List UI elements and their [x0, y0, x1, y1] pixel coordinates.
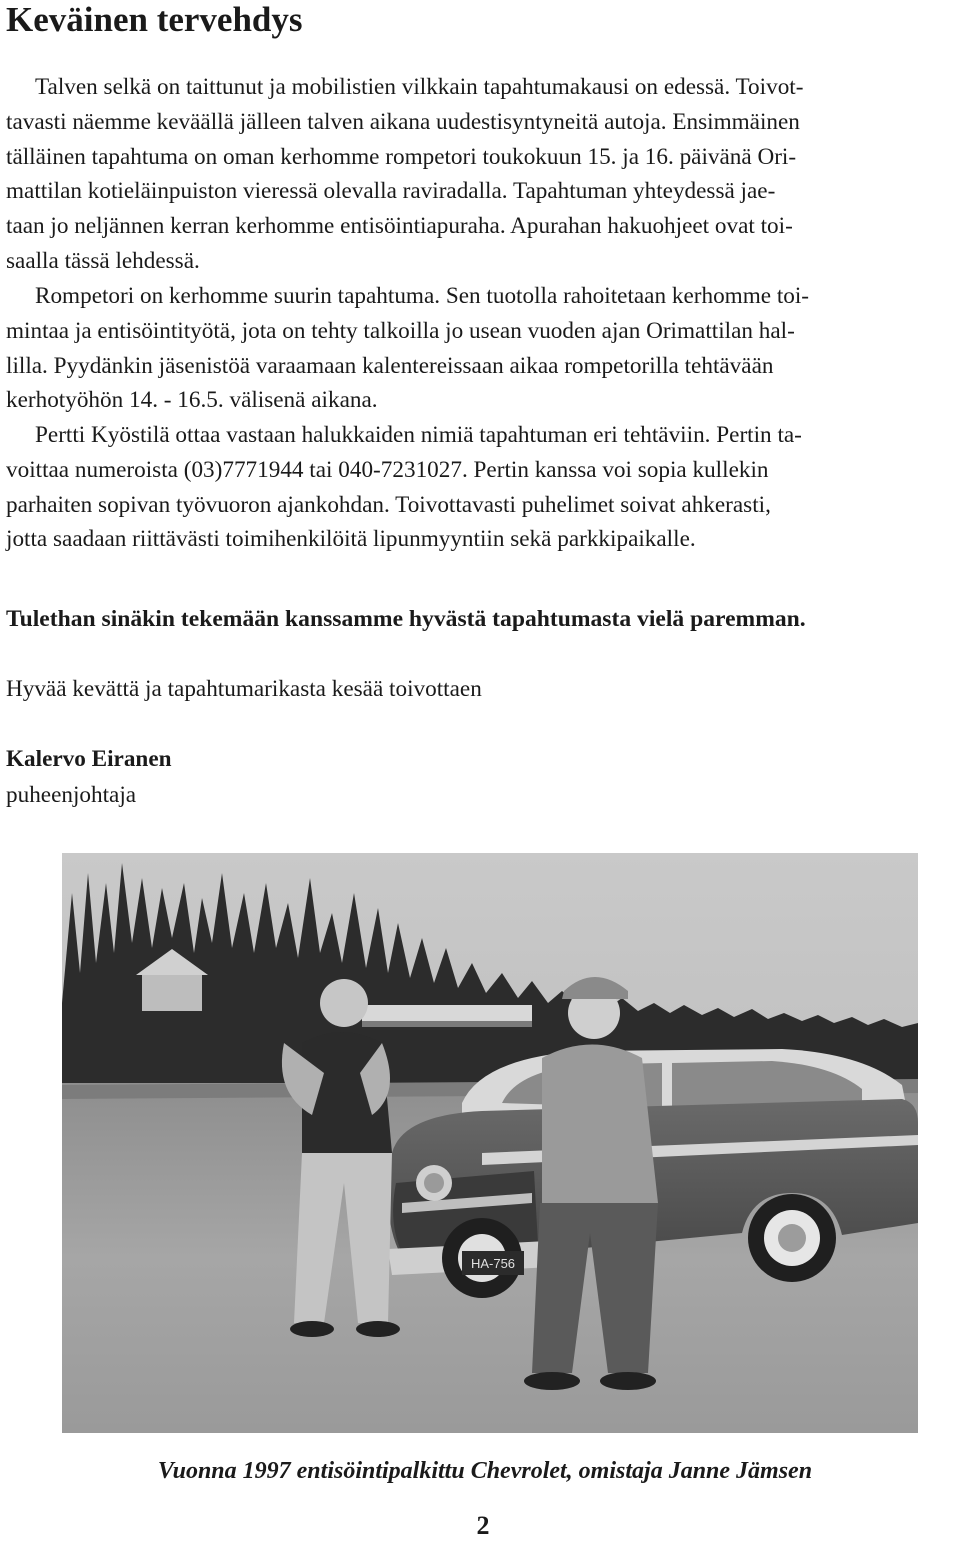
text-line: tavasti näemme keväällä jälleen talven aikana uudestisyntyneitä autoja. Ensimmäinen	[6, 108, 800, 135]
text-line: jotta saadaan riittävästi toimihenkilöitä lipunmyyntiin sekä parkkipaikalle.	[6, 526, 696, 553]
paragraph-intro	[6, 70, 956, 279]
text-line: parhaiten sopivan työvuoron ajankohdan. Toivottavasti puhelimet soivat ahkerasti,	[6, 491, 771, 518]
text-line: saalla tässä lehdessä.	[6, 247, 200, 274]
building	[362, 1021, 532, 1027]
chevrolet-photo	[62, 853, 918, 1433]
page-number: 2	[476, 1511, 490, 1540]
text-line: Pertti Kyöstilä ottaa vastaan halukkaiden nimiä tapahtuman eri tehtäviin. Pertin ta-	[35, 422, 802, 448]
text-line: mintaa ja entisöintityötä, jota on tehty talkoilla jo usean vuoden ajan Orimattilan hal-	[6, 317, 795, 344]
text-line: voittaa numeroista (03)7771944 tai 040-7231027. Pertin kanssa voi sopia kullekin	[6, 456, 769, 483]
paragraph-contact	[6, 418, 956, 557]
text-line: tälläinen tapahtuma on oman kerhomme rompetori toukokuun 15. ja 16. päivänä Ori-	[6, 143, 797, 170]
text-line: kerhotyöhön 14. - 16.5. välisenä aikana.	[6, 387, 378, 414]
highlight-note: Tulethan sinäkin tekemään kanssamme hyvästä tapahtumasta vielä paremman.	[6, 606, 806, 632]
license-plate-text: HA-756	[470, 1256, 516, 1271]
signature-role: puheenjohtaja	[6, 782, 137, 808]
text-line: Rompetori on kerhomme suurin tapahtuma. Sen tuotolla rahoitetaan kerhomme toi-	[35, 283, 810, 309]
signature-name: Kalervo Eiranen	[6, 746, 172, 772]
building	[142, 971, 202, 1011]
paragraph-rompetori	[6, 279, 956, 418]
text-line: mattilan kotieläinpuiston vieressä olevalla raviradalla. Tapahtuman yhteydessä jae-	[6, 178, 776, 205]
article-photo	[62, 853, 918, 1433]
greeting: Hyvää kevättä ja tapahtumarikasta kesää toivottaen	[6, 676, 482, 702]
text-line: Talven selkä on taittunut ja mobilistien vilkkain tapahtumakausi on edessä. Toivot-	[35, 74, 804, 100]
text-line: lilla. Pyydänkin jäsenistöä varaamaan kalentereissaan aikaa rompetorilla tehtävään	[6, 352, 774, 379]
text-line: taan jo neljännen kerran kerhomme entisöintiapuraha. Apurahan hakuohjeet ovat toi-	[6, 213, 793, 240]
photo-caption: Vuonna 1997 entisöintipalkittu Chevrolet, omistaja Janne Jämsen	[157, 1458, 813, 1484]
article-title: Keväinen tervehdys	[6, 0, 303, 39]
building	[362, 1005, 532, 1021]
